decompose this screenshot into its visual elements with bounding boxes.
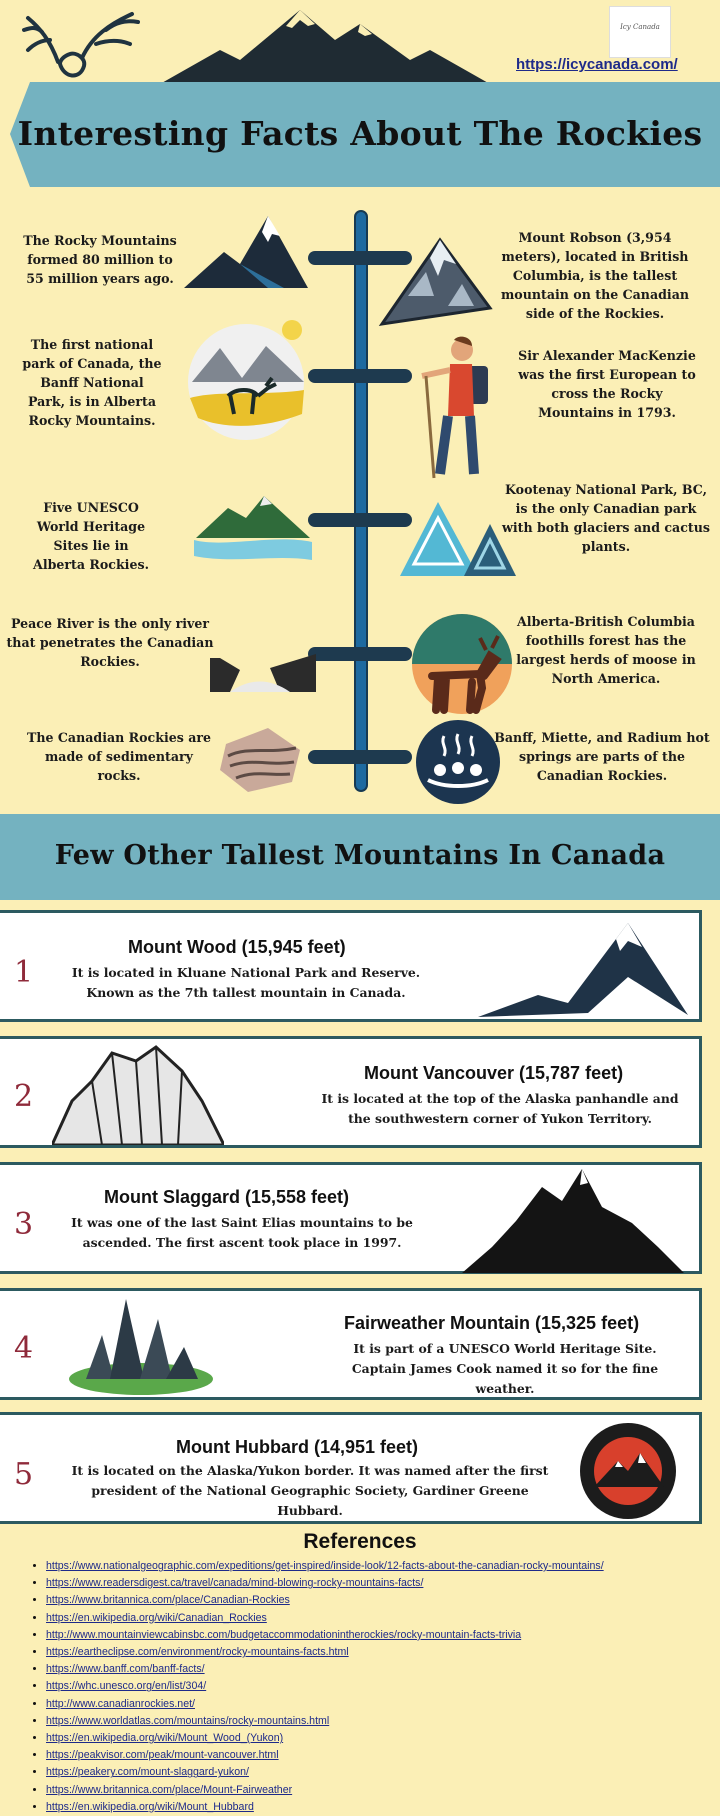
reference-link[interactable]: • http://www.canadianrockies.net/ [46, 1696, 604, 1713]
mountain-peaks-icon [184, 212, 324, 292]
fact-right-2: Sir Alexander MacKenzie was the first European to cross the Rocky Mountains in 1793. [518, 348, 696, 420]
fact-left-4: Peace River is the only river that penetrates the Canadian Rockies. [6, 616, 214, 669]
mountain-card-5 [0, 1412, 702, 1524]
reference-link[interactable]: • https://www.worldatlas.com/mountains/rocky-mountains.html [46, 1713, 604, 1730]
reference-link[interactable]: • https://www.nationalgeographic.com/expeditions/get-inspired/inside-look/12-facts-about-the-canadian-rocky-mountains/ [46, 1558, 604, 1575]
timeline-rung [308, 369, 412, 383]
mountain-description: It is located in Kluane National Park and Reserve. Known as the 7th tallest mountain in Canada. [71, 965, 421, 1000]
fact-right-1: Mount Robson (3,954 meters), located in British Columbia, is the tallest mountain on the Canadian side of the Rockies. [500, 230, 690, 321]
mount-slaggard-icon [462, 1167, 684, 1273]
fairweather-mountain-icon [66, 1295, 216, 1397]
rank-number: 3 [14, 1207, 34, 1242]
glacier-peaks-icon [398, 498, 518, 578]
mountain-range-icon [160, 0, 520, 84]
sedimentary-rock-icon [218, 724, 304, 794]
fact-left-2: The first national park of Canada, the Banff National Park, is in Alberta Rocky Mountains. [22, 337, 162, 428]
mountain-name: Mount Slaggard (15,558 feet) [104, 1187, 350, 1207]
reference-link[interactable]: • https://peakvisor.com/peak/mount-vancouver.html [46, 1747, 604, 1764]
moose-head-icon [20, 0, 160, 80]
mountain-card-2 [0, 1036, 702, 1148]
mountain-description: It was one of the last Saint Elias mountains to be ascended. The first ascent took place in 1997. [71, 1215, 413, 1250]
fact-left-3: Five UNESCO World Heritage Sites lie in Alberta Rockies. [33, 500, 149, 572]
reference-link[interactable]: • https://www.britannica.com/place/Mount-Fairweather [46, 1782, 604, 1799]
mount-robson-icon [378, 236, 496, 336]
mountain-description: It is located at the top of the Alaska panhandle and the southwestern corner of Yukon Territory. [321, 1091, 679, 1126]
mountain-card-1 [0, 910, 702, 1022]
section2-title: Few Other Tallest Mountains In Canada [54, 840, 666, 871]
reference-link[interactable]: • https://eartheclipse.com/environment/rocky-mountains-facts.html [46, 1644, 604, 1661]
green-mountain-lake-icon [194, 490, 312, 564]
mountain-card-4 [0, 1288, 702, 1400]
rank-number: 2 [14, 1079, 34, 1114]
moose-icon [410, 612, 514, 716]
mountain-name: Mount Hubbard (14,951 feet) [176, 1437, 419, 1457]
references-title: References [303, 1530, 417, 1553]
reference-link[interactable]: • https://www.britannica.com/place/Canadian-Rockies [46, 1592, 604, 1609]
peace-river-icon [210, 618, 316, 698]
reference-link[interactable]: • https://en.wikipedia.org/wiki/Mount_Wood_(Yukon) [46, 1730, 604, 1747]
mountain-name: Mount Vancouver (15,787 feet) [364, 1063, 624, 1083]
mount-wood-icon [478, 917, 692, 1019]
rank-number: 4 [14, 1331, 34, 1366]
reference-link[interactable]: • https://en.wikipedia.org/wiki/Mount_Hubbard [46, 1799, 604, 1816]
mount-vancouver-icon [52, 1041, 224, 1145]
fact-right-4: Alberta-British Columbia foothills forest has the largest herds of moose in North America. [516, 614, 696, 686]
mountain-card-3 [0, 1162, 702, 1274]
reference-link[interactable]: • https://www.banff.com/banff-facts/ [46, 1661, 604, 1678]
mountain-name: Fairweather Mountain (15,325 feet) [344, 1313, 640, 1333]
mountain-name: Mount Wood (15,945 feet) [128, 937, 346, 957]
mountain-description: It is located on the Alaska/Yukon border. It was named after the first president of the National Geographic Society, Gardiner Greene Hubbard. [71, 1463, 549, 1518]
reference-link[interactable]: • https://www.readersdigest.ca/travel/canada/mind-blowing-rocky-mountains-facts/ [46, 1575, 604, 1592]
references-list [26, 1558, 604, 1816]
rank-number: 5 [14, 1457, 34, 1492]
timeline-spine [354, 210, 368, 792]
fact-right-5: Banff, Miette, and Radium hot springs are parts of the Canadian Rockies. [494, 730, 710, 783]
reference-link[interactable]: • https://peakery.com/mount-slaggard-yukon/ [46, 1764, 604, 1781]
icy-canada-logo: Icy Canada [609, 6, 671, 58]
timeline-rung [308, 647, 412, 661]
mountain-description: It is part of a UNESCO World Heritage Site. Captain James Cook named it so for the fine weather. [351, 1341, 659, 1396]
reference-link[interactable]: • https://whc.unesco.org/en/list/304/ [46, 1678, 604, 1695]
explorer-hiker-icon [418, 336, 500, 482]
hot-springs-icon [414, 718, 502, 806]
fact-left-1: The Rocky Mountains formed 80 million to 55 million years ago. [23, 233, 177, 286]
mount-hubbard-icon [578, 1421, 678, 1521]
website-link[interactable]: https://icycanada.com/ [516, 56, 678, 73]
banff-park-icon [186, 318, 316, 442]
timeline-rung [308, 750, 412, 764]
timeline-rung [308, 513, 412, 527]
page-title: Interesting Facts About The Rockies [17, 114, 703, 153]
fact-left-5: The Canadian Rockies are made of sedimentary rocks. [26, 730, 212, 783]
rank-number: 1 [14, 955, 34, 990]
reference-link[interactable]: • http://www.mountainviewcabinsbc.com/budgetaccommodationintherockies/rocky-mountain-facts-trivia [46, 1627, 604, 1644]
fact-right-3: Kootenay National Park, BC, is the only Canadian park with both glaciers and cactus plants. [502, 482, 710, 554]
reference-link[interactable]: • https://en.wikipedia.org/wiki/Canadian_Rockies [46, 1610, 604, 1627]
